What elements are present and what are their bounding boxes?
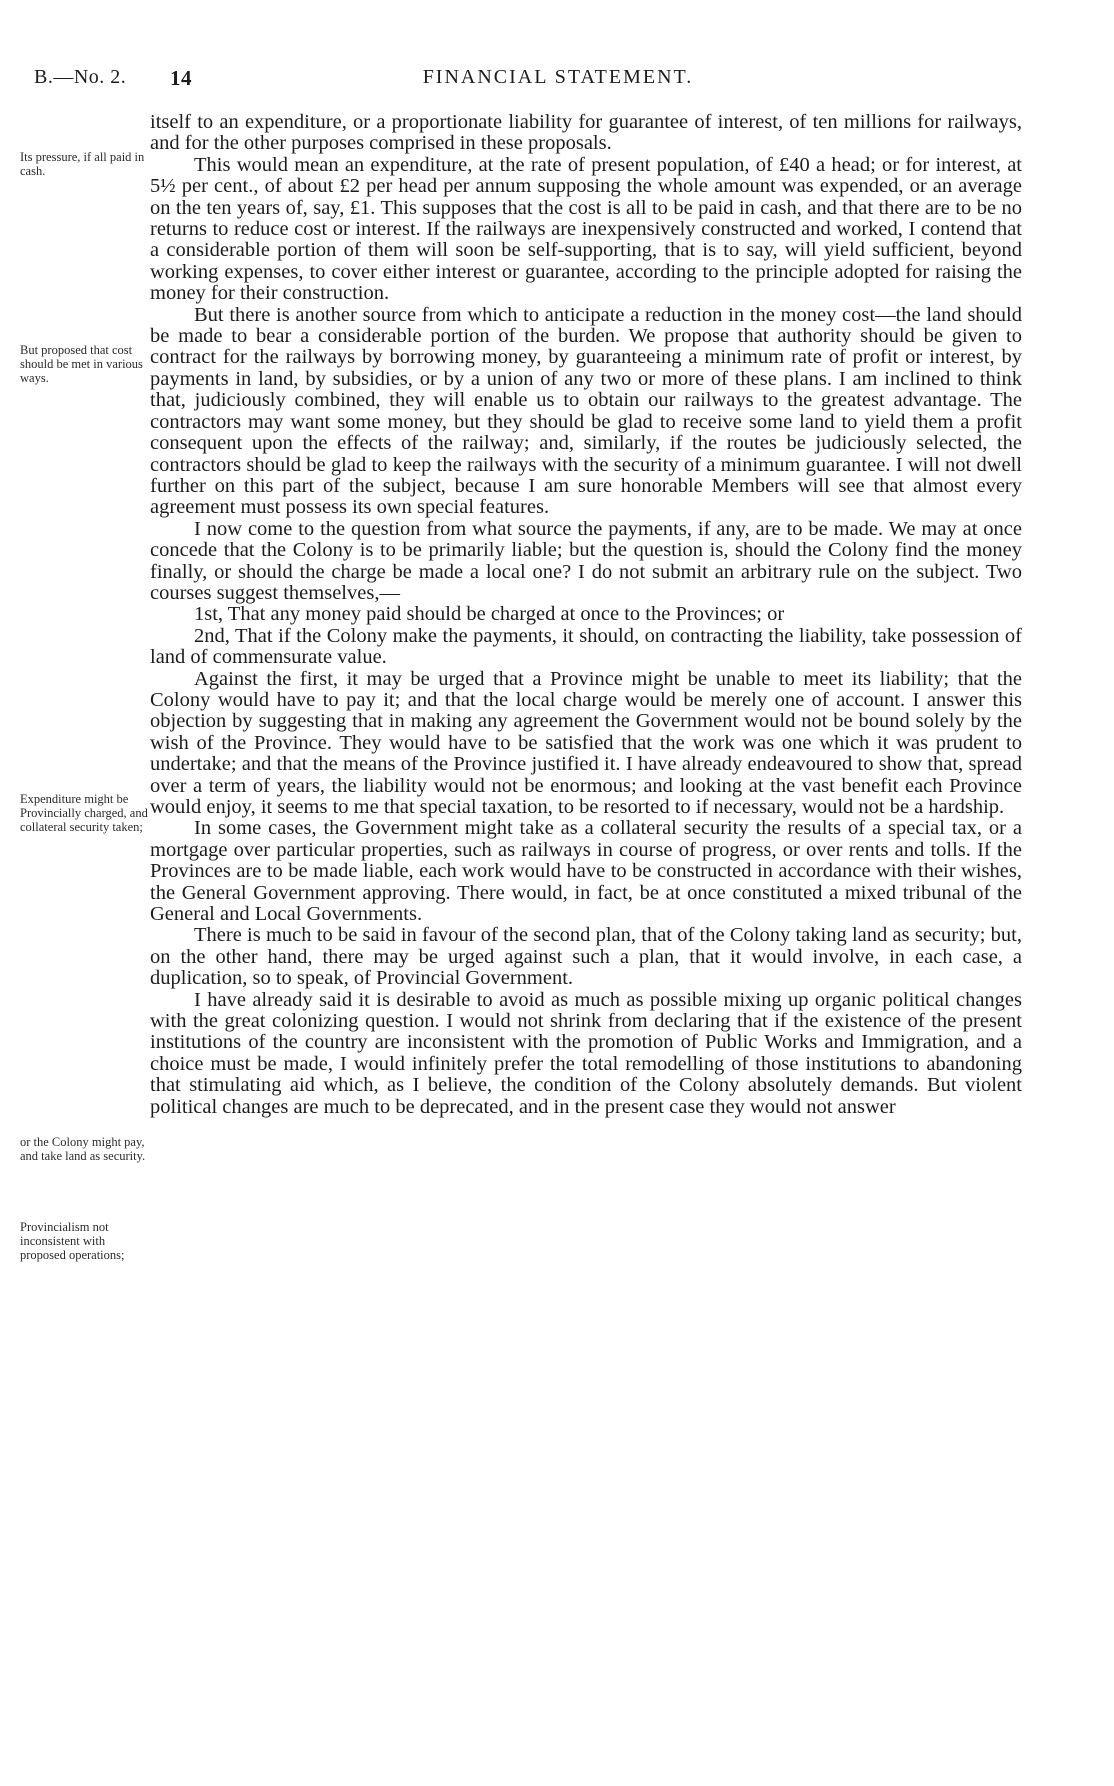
margin-note-pressure: Its pressure, if all paid in cash. xyxy=(20,150,145,178)
page-title: FINANCIAL STATEMENT. xyxy=(422,66,694,88)
paragraph: I have already said it is desirable to avoid as much as possible mixing up organic political changes with the great colonizing question. I would not shrink from declaring that if the existence of the present institutions of the country are inconsistent with the promotion of Public Works and Immigration, and a choice must be made, I would infinitely prefer the total remodelling of those institutions to abandoning that stimulating aid which, as I believe, the condition of the Colony absolutely demands. But violent political changes are much to be deprecated, and in the present case they would not answer xyxy=(150,988,1022,1118)
paragraph: In some cases, the Government might take as a collateral security the results of a special tax, or a mortgage over particular properties, such as railways in course of progress, or over rents and tolls. If the Provinces are to be made liable, each work would have to be constructed in accordance with their wishes, the General Government approving. There would, in fact, be at once constituted a mixed tribunal of the General and Local Governments. xyxy=(150,817,1022,926)
paragraph: itself to an expenditure, or a proportionate liability for guarantee of interest, of ten millions for railways, and for the other purposes comprised in these proposals. xyxy=(150,111,1022,155)
body-text xyxy=(150,112,1022,1118)
paragraph: Against the first, it may be urged that a Province might be unable to meet its liability; that the Colony would have to pay it; and that the local charge would be merely one of account. I answer this objection by suggesting that in making any agreement the Government would not be bound solely by the wish of the Province. They would have to be satisfied that the work was one which it was prudent to undertake; and that the means of the Province justified it. I have already endeavoured to show that, spread over a term of years, the liability would not be enormous; and looking at the vast benefit each Province would enjoy, it seems to me that special taxation, to be resorted to if necessary, would not be a hardship. xyxy=(150,667,1022,818)
paragraph: There is much to be said in favour of the second plan, that of the Colony taking land as security; but, on the other hand, there may be urged against such a plan, that it would involve, in each case, a duplication, so to speak, of Provincial Government. xyxy=(150,924,1022,990)
paragraph: I now come to the question from what source the payments, if any, are to be made. We may at once concede that the Colony is to be primarily liable; but the question is, should the Colony find the money finally, or should the charge be made a local one? I do not submit an arbitrary rule on the subject. Two courses suggest themselves,— xyxy=(150,517,1022,604)
paragraph: This would mean an expenditure, at the rate of present population, of £40 a head; or for interest, at 5½ per cent., of about £2 per head per annum supposing the whole amount was expended, or an average on the ten years of, say, £1. This supposes that the cost is all to be paid in cash, and that there are to be no returns to reduce cost or interest. If the railways are inexpensively constructed and worked, I contend that a considerable portion of them will soon be self-supporting, that is to say, will yield sufficient, beyond working expenses, to cover either interest or guarantee, according to the principle adopted for raising the money for their construction. xyxy=(150,153,1022,305)
page-header xyxy=(22,66,1024,96)
paragraph: 2nd, That if the Colony make the payments, it should, on contracting the liability, take possession of land of commensurate value. xyxy=(150,624,1022,669)
margin-note-colony-pay: or the Colony might pay, and take land as security. xyxy=(20,1135,146,1163)
paragraph: 1st, That any money paid should be charged at once to the Provinces; or xyxy=(194,603,785,626)
margin-note-provincially-charged: Expenditure might be Provincially charged, and collateral security taken; xyxy=(20,792,148,834)
margin-note-provincialism: Provincialism not inconsistent with proposed operations; xyxy=(20,1220,125,1262)
document-reference: B.—No. 2. xyxy=(34,66,127,88)
margin-note-various-ways: But proposed that cost should be met in various ways. xyxy=(20,343,143,385)
paragraph: But there is another source from which to anticipate a reduction in the money cost—the land should be made to bear a considerable portion of the burden. We propose that authority should be given to contract for the railways by borrowing money, by guaranteeing a minimum rate of profit or interest, by payments in land, by subsidies, or by a union of any two or more of these plans. I am inclined to think that, judiciously combined, they will enable us to obtain our railways to the greatest advantage. The contractors may want some money, but they should be glad to receive some land to yield them a profit consequent upon the effects of the railway; and, similarly, if the routes be judiciously selected, the contractors should be glad to keep the railways with the security of a minimum guarantee. I will not dwell further on this part of the subject, because I am sure honorable Members will see that almost every agreement must possess its own special features. xyxy=(150,303,1022,519)
page-number: 14 xyxy=(170,66,192,90)
